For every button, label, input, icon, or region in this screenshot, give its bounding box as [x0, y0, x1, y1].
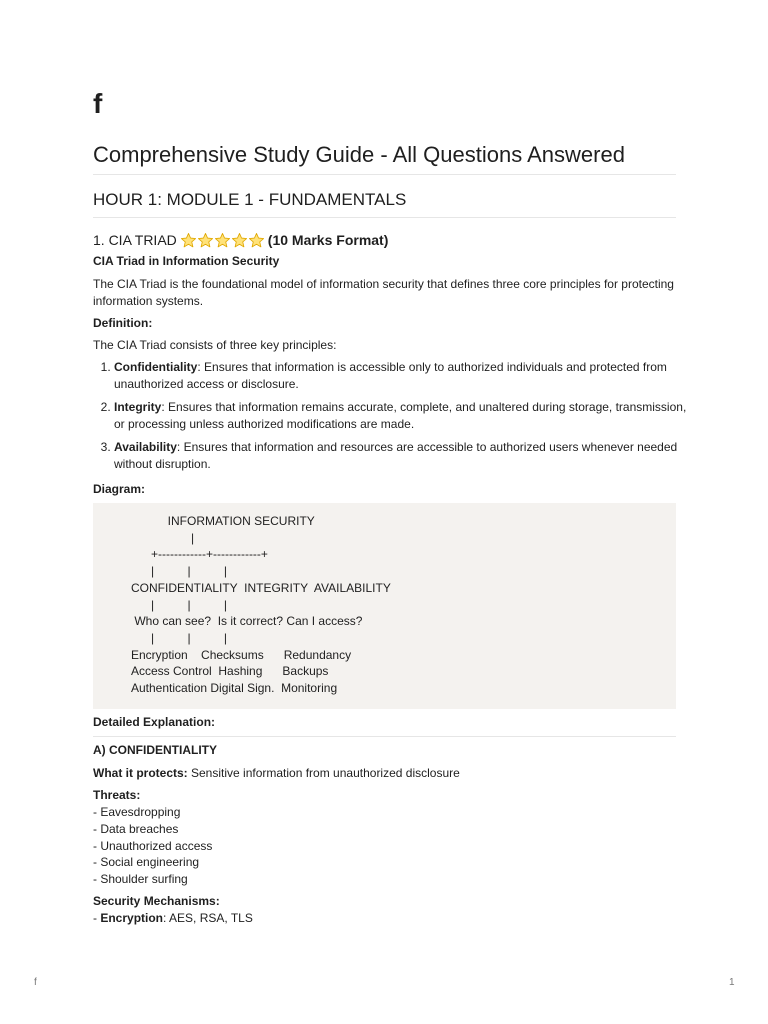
page-title: Comprehensive Study Guide - All Questions Answered	[93, 142, 625, 167]
protects-line	[93, 765, 676, 782]
principle-term: Availability	[114, 440, 177, 454]
threats-label: Threats:	[93, 788, 141, 802]
star-rating	[180, 232, 265, 249]
threats-list	[93, 804, 212, 888]
star-icon	[180, 232, 197, 249]
principle-text: : Ensures that information remains accurate, complete, and unaltered during storage, transmission, or processing unless authorized modifications are made.	[114, 400, 687, 431]
star-icon	[214, 232, 231, 249]
list-item	[114, 439, 697, 472]
protects-text: Sensitive information from unauthorized disclosure	[187, 766, 460, 780]
mechanism-text: : AES, RSA, TLS	[163, 911, 253, 925]
page-number: 1	[729, 977, 735, 988]
intro-paragraph: The CIA Triad is the foundational model of information security that defines three core principles for protecting information systems.	[93, 277, 674, 308]
logo: f	[93, 88, 103, 119]
list-item: - Data breaches	[93, 821, 179, 836]
list-item	[114, 399, 697, 432]
list-item: - Social engineering	[93, 855, 200, 870]
diagram-code-block: INFORMATION SECURITY | +------------+------------+ | | | CONFIDENTIALITY INTEGRITY AVAILABILITY | | | Who can see? Is it correct? Can I access? | | | Encryption Checksums Redundancy Access Control Hashing Backups Authentication Digital Sign. Monitoring	[93, 503, 676, 709]
principle-text: : Ensures that information and resources are accessible to authorized users whenever needed without disruption.	[114, 440, 678, 471]
list-item	[114, 359, 697, 392]
protects-label: What it protects:	[93, 766, 188, 780]
section-heading	[93, 229, 388, 251]
module-heading: HOUR 1: MODULE 1 - FUNDAMENTALS	[93, 190, 407, 209]
list-item: - Eavesdropping	[93, 805, 181, 819]
mechanism-term: Encryption	[100, 911, 164, 925]
mechanism-line	[93, 910, 676, 927]
diagram-label: Diagram:	[93, 482, 146, 496]
detailed-label: Detailed Explanation:	[93, 715, 216, 729]
principle-term: Confidentiality	[114, 360, 198, 374]
footer-left: f	[34, 977, 37, 988]
title-divider	[93, 174, 676, 175]
definition-label: Definition:	[93, 316, 153, 330]
list-item: - Unauthorized access	[93, 838, 213, 853]
definition-text: The CIA Triad consists of three key principles:	[93, 338, 337, 352]
star-icon	[248, 232, 265, 249]
subtitle: CIA Triad in Information Security	[93, 254, 280, 268]
mechanisms-label: Security Mechanisms:	[93, 894, 220, 908]
principles-list	[93, 359, 697, 479]
subsection-heading: A) CONFIDENTIALITY	[93, 743, 217, 757]
section-title: 1. CIA TRIAD	[93, 232, 177, 248]
list-item: - Shoulder surfing	[93, 872, 188, 887]
principle-term: Integrity	[114, 400, 162, 414]
section-format: (10 Marks Format)	[267, 232, 389, 248]
detailed-divider	[93, 736, 676, 737]
principle-text: : Ensures that information is accessible only to authorized individuals and protected from unauthorized access or disclosure.	[114, 360, 667, 391]
mechanism-prefix: -	[93, 911, 101, 925]
star-icon	[231, 232, 248, 249]
star-icon	[197, 232, 214, 249]
module-divider	[93, 217, 676, 218]
